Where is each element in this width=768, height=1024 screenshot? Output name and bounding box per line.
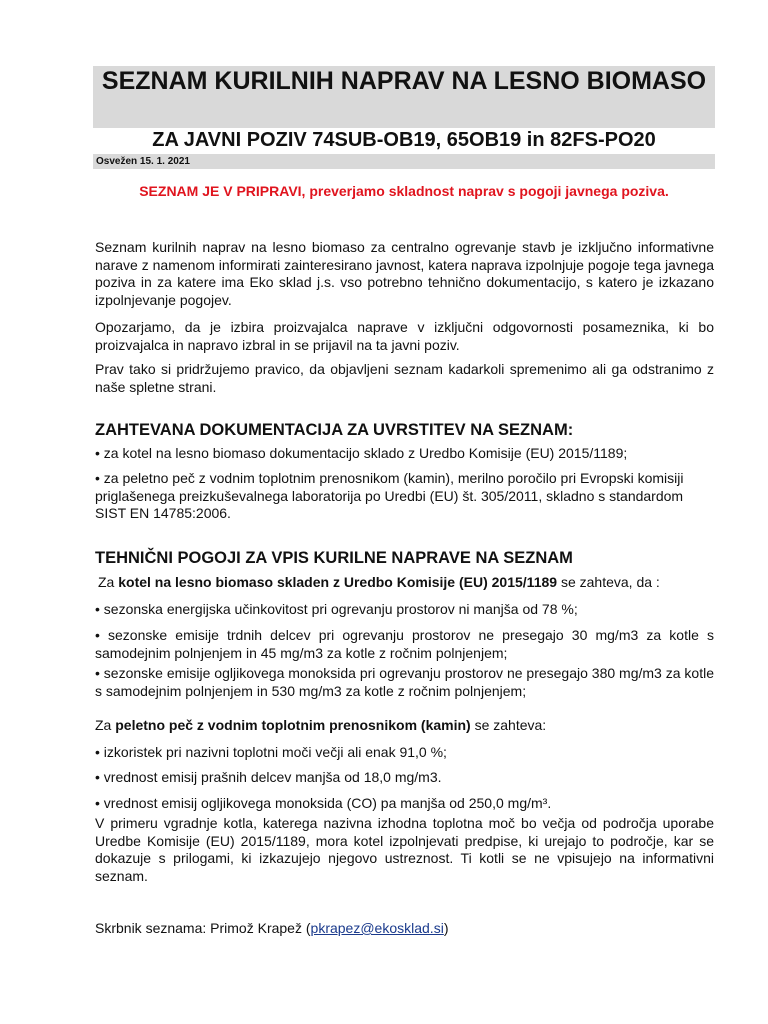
boiler-requirement: • sezonska energijska učinkovitost pri ogrevanju prostorov ni manjša od 78 %; — [95, 601, 578, 617]
intro-paragraph-2: Opozarjamo, da je izbira proizvajalca naprave v izključni odgovornosti posameznika, ki bo proizvajalca in napravo izbral in se prijavil na ta javni poziv. — [95, 319, 714, 353]
stove-requirement: • vrednost emisij prašnih delcev manjša od 18,0 mg/m3. — [95, 769, 442, 785]
stove-intro-pre: Za — [95, 717, 116, 733]
boiler-intro-bold: kotel na lesno biomaso skladen z Uredbo Komisije (EU) 2015/1189 — [118, 574, 558, 590]
caretaker-close-paren: ) — [443, 920, 449, 936]
document-title: SEZNAM KURILNIH NAPRAV NA LESNO BIOMASO — [101, 67, 707, 95]
status-notice: SEZNAM JE V PRIPRAVI, preverjamo skladnost naprav s pogoji javnega poziva. — [139, 183, 669, 199]
boiler-requirement: • sezonske emisije trdnih delcev pri ogrevanju prostorov ne presegajo 30 mg/m3 za kotle s samodejnim polnjenjem in 45 mg/m3 za kotle z ročnim polnjenjem; — [95, 627, 714, 661]
stove-requirement: • izkoristek pri nazivni toplotni moči večji ali enak 91,0 %; — [95, 744, 447, 760]
boiler-intro — [98, 574, 717, 592]
stove-requirement: • vrednost emisij ogljikovega monoksida (CO) pa manjša od 250,0 mg/m³. — [95, 795, 552, 811]
documentation-heading: ZAHTEVANA DOKUMENTACIJA ZA UVRSTITEV NA SEZNAM: — [95, 421, 574, 439]
boiler-requirement: • sezonske emisije ogljikovega monoksida pri ogrevanju prostorov ne presegajo 380 mg/m3 za kotle s samodejnim polnjenjem in 530 mg/m3 za kotle z ročnim polnjenjem; — [95, 665, 714, 699]
boiler-intro-pre: Za — [98, 574, 119, 590]
stove-intro — [95, 717, 714, 735]
intro-paragraph-3: Prav tako si pridržujemo pravico, da objavljeni seznam kadarkoli spremenimo ali ga odstranimo z naše spletne strani. — [95, 361, 714, 395]
stove-intro-bold: peletno peč z vodnim toplotnim prenosnikom (kamin) — [115, 717, 471, 733]
caretaker-label: Skrbnik seznama: Primož Krapež ( — [95, 920, 311, 936]
documentation-item: • za kotel na lesno biomaso dokumentacijo sklado z Uredbo Komisije (EU) 2015/1189; — [95, 445, 628, 461]
intro-paragraph-1: Seznam kurilnih naprav na lesno biomaso za centralno ogrevanje stavb je izključno informativne narave z namenom informirati zainteresirano javnost, katera naprava izpolnjuje pogoje tega javnega poziva in za katere ima Eko sklad j.s. vso potrebno tehnično dokumentacijo, s katero je izkazano izpolnjevanje pogojev. — [95, 239, 714, 308]
updated-date: Osvežen 15. 1. 2021 — [96, 156, 190, 167]
conditions-heading: TEHNIČNI POGOJI ZA VPIS KURILNE NAPRAVE NA SEZNAM — [95, 549, 573, 567]
documentation-item: • za peletno peč z vodnim toplotnim prenosnikom (kamin), merilno poročilo pri Evropski komisiji priglašenega preizkuševalnega laboratorija po Uredbi (EU) št. 305/2011, skladno s standardom SIST EN 14785:2006. — [95, 470, 684, 521]
oversize-boiler-note: V primeru vgradnje kotla, katerega nazivna izhodna toplotna moč bo večja od področja uporabe Uredbe Komisije (EU) 2015/1189, mora kotel izpolnjevati predpise, ki urejajo to področje, kar se dokazuje s prilogami, ki izkazujejo njegovo ustreznost. Ti kotli se ne vpisujejo na informativni seznam. — [95, 815, 714, 884]
list-caretaker — [95, 920, 714, 938]
stove-intro-post: se zahteva: — [470, 717, 547, 733]
caretaker-email-link[interactable]: pkrapez@ekosklad.si — [310, 920, 444, 936]
boiler-intro-post: se zahteva, da : — [557, 574, 660, 590]
document-subtitle: ZA JAVNI POZIV 74SUB-OB19, 65OB19 in 82FS-PO20 — [152, 129, 656, 151]
